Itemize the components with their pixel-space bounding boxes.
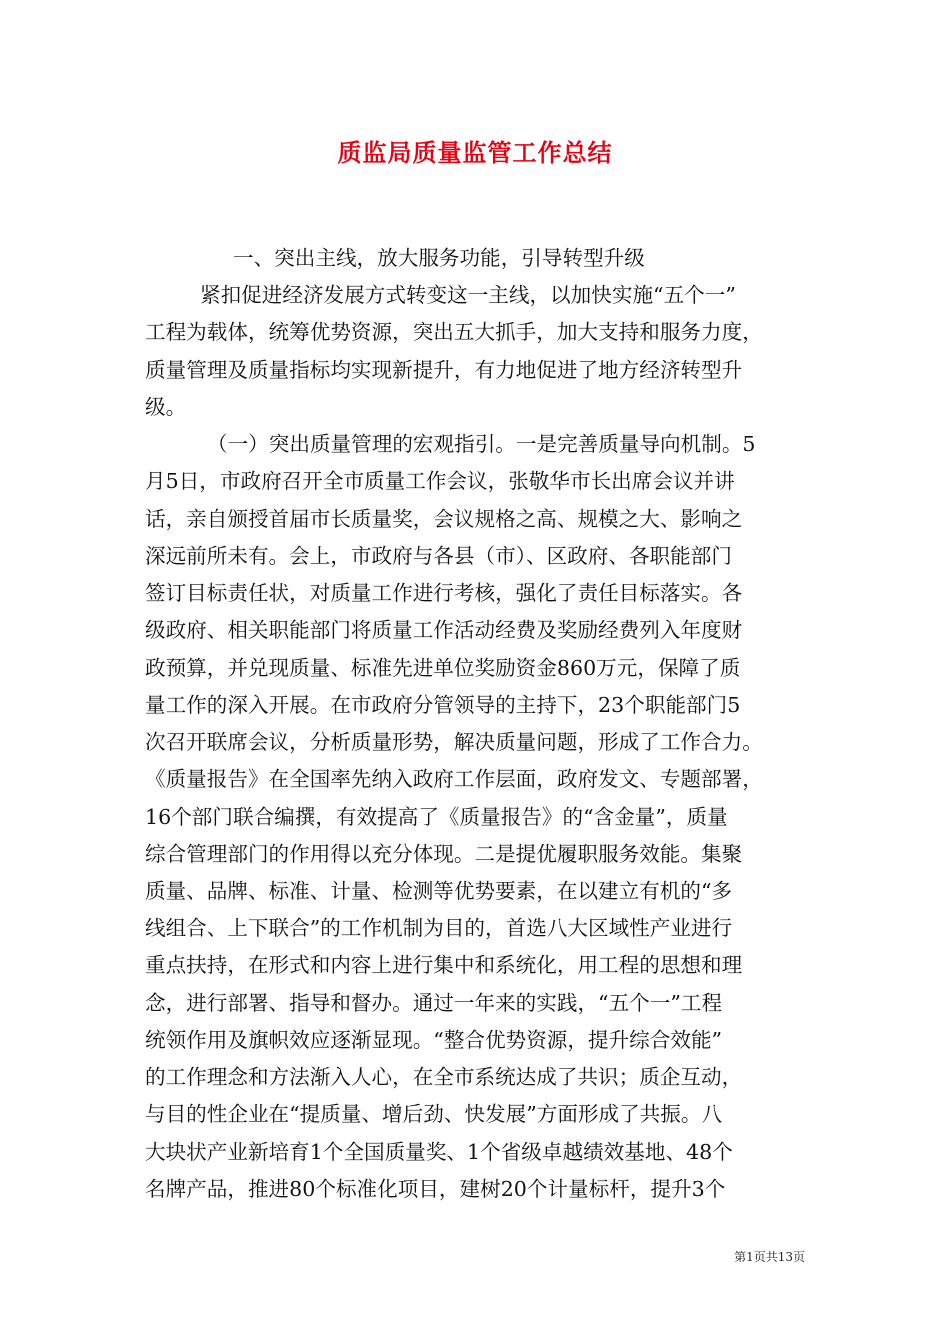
text-line: 话，亲自颁授首届市长质量奖，会议规格之高、规模之大、影响之	[145, 506, 743, 531]
text-line: 工程为载体，统筹优势资源，突出五大抓手，加大支持和服务力度，	[145, 320, 763, 345]
text-line: 的工作理念和方法渐入人心，在全市系统达成了共识；质企互动，	[145, 1065, 743, 1090]
text-line: 名牌产品，推进80个标准化项目，建树20个计量标杆，提升3个	[145, 1176, 726, 1201]
text-line: 念，进行部署、指导和督办。通过一年来的实践，“五个一”工程	[145, 990, 723, 1015]
text-line: 线组合、上下联合”的工作机制为目的，首选八大区域性产业进行	[145, 916, 733, 941]
text-line: 统领作用及旗帜效应逐渐显现。“整合优势资源，提升综合效能”	[145, 1027, 723, 1052]
text-line: 《质量报告》在全国率先纳入政府工作层面，政府发文、专题部署，	[145, 767, 763, 792]
text-line: 深远前所未有。会上，市政府与各县（市）、区政府、各职能部门	[145, 543, 732, 568]
text-line: 紧扣促进经济发展方式转变这一主线，以加快实施“五个一”	[200, 283, 736, 308]
text-line: 大块状产业新培育1个全国质量奖、1个省级卓越绩效基地、48个	[145, 1139, 733, 1164]
document-body	[145, 240, 815, 1208]
text-line: 质量管理及质量指标均实现新提升，有力地促进了地方经济转型升	[145, 357, 743, 382]
text-line: 与目的性企业在“提质量、增后劲、快发展”方面形成了共振。八	[145, 1102, 723, 1127]
text-line: 16个部门联合编撰，有效提高了《质量报告》的“含金量”，质量	[145, 804, 728, 829]
text-line: 量工作的深入开展。在市政府分管领导的主持下，23个职能部门5	[145, 692, 741, 717]
document-title: 质监局质量监管工作总结	[337, 138, 613, 167]
text-line: 次召开联席会议，分析质量形势，解决质量问题，形成了工作合力。	[145, 730, 763, 755]
page-number: 第1页共13页	[734, 1250, 805, 1264]
text-line: 签订目标责任状，对质量工作进行考核，强化了责任目标落实。各	[145, 581, 743, 606]
text-line: 月5日，市政府召开全市质量工作会议，张敬华市长出席会议并讲	[145, 469, 735, 494]
text-line: 重点扶持，在形式和内容上进行集中和系统化，用工程的思想和理	[145, 953, 743, 978]
text-line: 综合管理部门的作用得以充分体现。二是提优履职服务效能。集聚	[145, 841, 743, 866]
text-line: 级。	[145, 394, 187, 419]
text-line: 一、突出主线，放大服务功能，引导转型升级	[233, 246, 645, 270]
text-line: 质量、品牌、标准、计量、检测等优势要素，在以建立有机的“多	[145, 878, 733, 903]
text-line: （一）突出质量管理的宏观指引。一是完善质量导向机制。5	[207, 432, 756, 457]
text-line: 级政府、相关职能部门将质量工作活动经费及奖励经费列入年度财	[145, 618, 743, 643]
text-line: 政预算，并兑现质量、标准先进单位奖励资金860万元，保障了质	[145, 655, 741, 680]
